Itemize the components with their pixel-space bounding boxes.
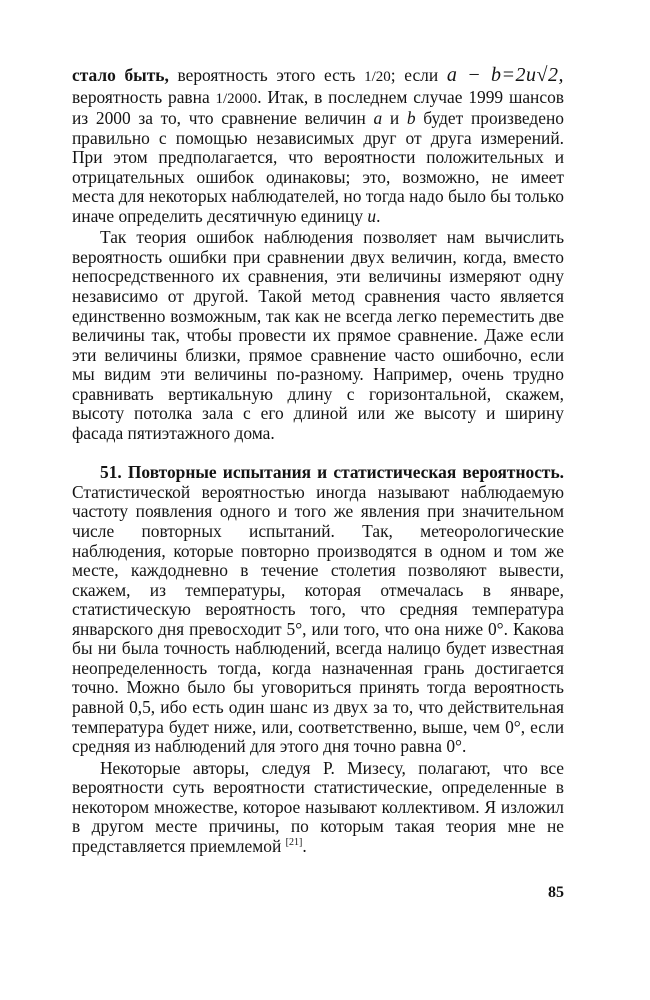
section-number: 51. (100, 462, 122, 483)
page-number: 85 (548, 884, 564, 901)
section-title: Повторные испытания и статистическая вероятность. (127, 462, 564, 483)
fraction-one-two-thousandth: 1/2000 (215, 90, 258, 107)
paragraph-error-theory: Так теория ошибок наблюдения позволяет нам вычислить вероятность ошибки при сравнении двух величин, когда, вместо непосредственного их сравнения, эти величины измеряют одну независимо от другой. Такой метод сравнения часто является единственно возможным, так как не всегда легко переместить две величины так, чтобы провести их прямое сравнение. Даже если эти величины близки, прямое сравнение часто ошибочно, если мы видим эти величины по-разному. Например, очень трудно сравнивать вертикальную длину с горизонтальной, скажем, высоту потолка зала с его длиной или же высоту и ширину фасада пятиэтажного дома. (72, 227, 564, 443)
lead-text: стало быть, (72, 65, 169, 85)
text-run: будет произведено правильно с помощью независимых друг от друга измерений. При этом предполагается, что вероятности положительных и отрицательных ошибок одинаковы; это, возможно, не имеет места для некоторых наблюдателей, но тогда надо было бы только иначе определить десятичную единицу (72, 108, 564, 226)
text-run: . (376, 205, 381, 226)
variable-b: b (406, 108, 416, 129)
section-51 (72, 463, 564, 756)
text-run: вероятность равна (72, 86, 216, 107)
page-body (72, 66, 564, 966)
text-run: . (302, 835, 307, 856)
text-run: ; если (390, 65, 447, 85)
paragraph-mises (72, 759, 564, 857)
reference-marker: [21] (285, 836, 303, 848)
text-run: и (382, 108, 407, 129)
variable-u: u (367, 205, 377, 226)
formula: a − b=2u√2, (446, 64, 564, 86)
section-text: Статистической вероятностью иногда называют наблюдаемую частоту появления одного и того же явления при значительном числе повторных испытаний. Так, метеорологические наблюдения, которые повторно производятся в одном и том же месте, каждодневно в течение столетия позволяют вывести, скажем, из температуры, которая отмечалась в январе, статистическую вероятность того, что средняя температура январского дня превосходит 5°, или того, что она ниже 0°. Какова бы ни была точность наблюдений, всегда налицо будет известная неопределенность тогда, когда назначенная грань достигается точно. Можно было бы уговориться принять тогда вероятность равной 0,5, ибо есть один шанс из двух за то, что действительная температура будет ниже, или, соответственно, выше, чем 0°, если средняя из наблюдений для этого дня точно равна 0°. (72, 481, 564, 757)
fraction-one-twentieth: 1/20 (364, 69, 391, 85)
text-run: вероятность этого есть (168, 65, 365, 85)
variable-a: a (373, 108, 383, 129)
paragraph-continuation (72, 66, 564, 226)
text-run: Некоторые авторы, следуя Р. Мизесу, полагают, что все вероятности суть вероятности статистические, определенные в некотором множестве, которое называют коллективом. Я изложил в другом месте причины, по которым такая теория мне не представляется приемлемой (72, 757, 564, 856)
text-run: . Итак, в последнем случае 1999 шансов из 2000 за то, что сравнение величин (72, 86, 564, 129)
